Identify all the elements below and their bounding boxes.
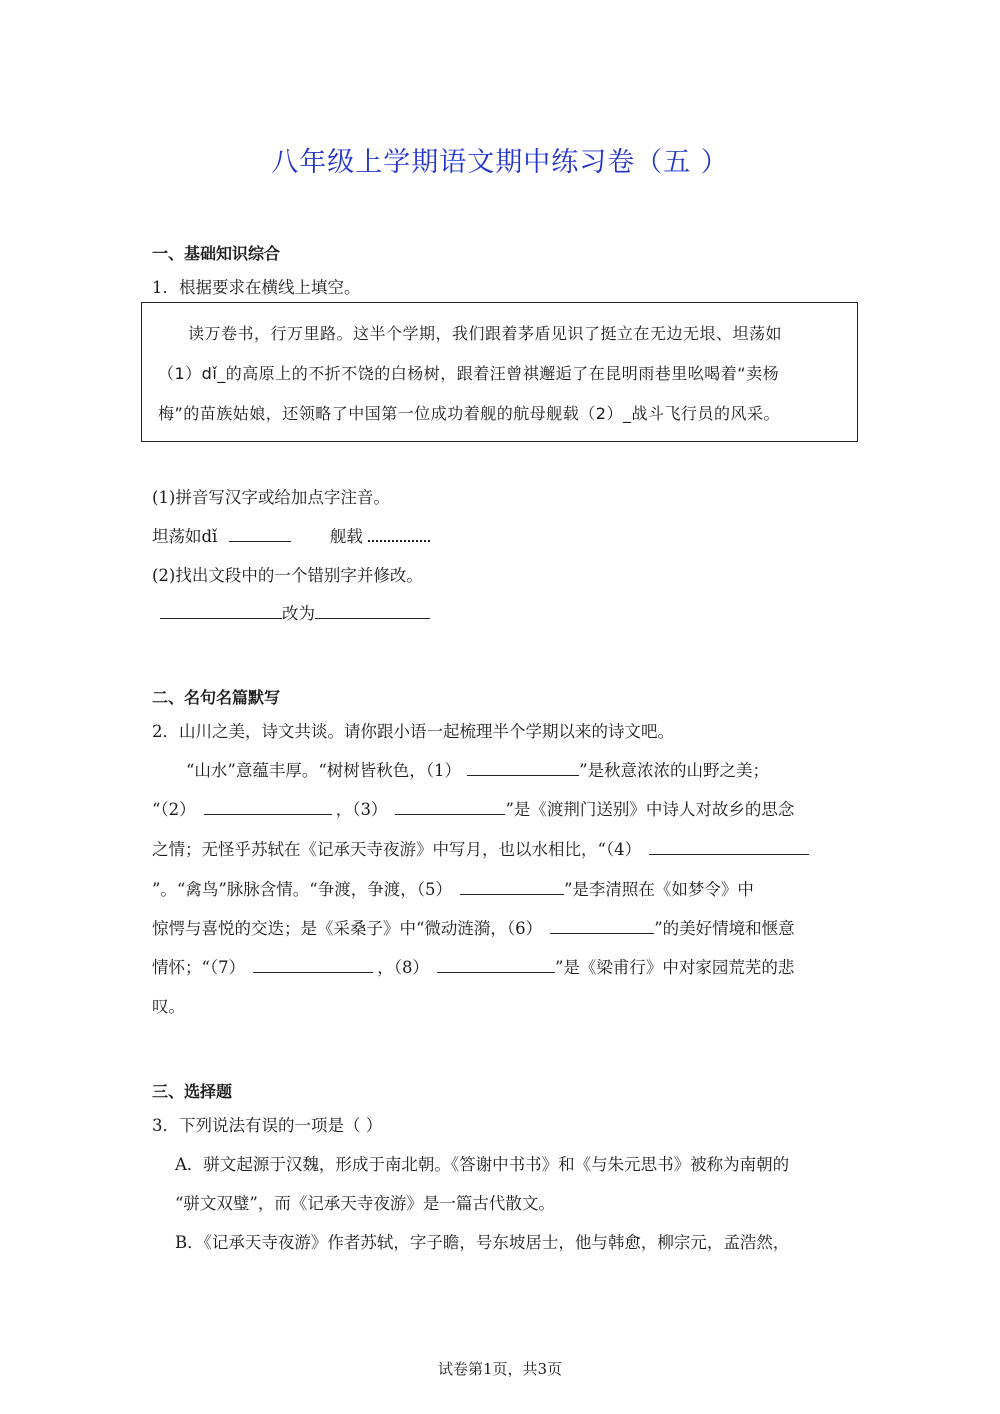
blank-2[interactable] [204, 796, 332, 815]
question-1-sub-2-answers [160, 600, 430, 624]
q2-text: ”是《梁甫行》中对家园荒芜的悲 [554, 958, 795, 978]
option-a-line-1[interactable]: A．骈文起源于汉魏，形成于南北朝。《答谢中书书》和《与朱元思书》被称为南朝的 [175, 1155, 790, 1174]
blank-7[interactable] [253, 954, 373, 973]
q2-text: “（2） [152, 800, 196, 820]
q2-line-4 [152, 876, 852, 900]
change-to-label: 改为 [282, 604, 315, 624]
passage-box [141, 302, 858, 442]
q2-text: ”是李清照在《如梦令》中 [564, 880, 754, 900]
q2-text: 情怀；“（7） [152, 958, 246, 978]
q2-text: ”。“禽鸟”脉脉含情。“争渡，争渡，（5） [152, 880, 452, 900]
blank-5[interactable] [460, 876, 564, 895]
blank-8[interactable] [437, 954, 555, 973]
q2-line-6 [152, 954, 852, 978]
section-heading-2: 二、名句名篇默写 [152, 688, 281, 707]
answer-blank-zai[interactable] [368, 522, 430, 542]
char-prompt-prefix: 舰 [329, 527, 347, 547]
wrong-char-blank[interactable] [160, 600, 282, 619]
question-3-stem: 3．下列说法有误的一项是（ ） [152, 1116, 383, 1135]
question-2-stem: 2．山川之美，诗文共谈。请你跟小语一起梳理半个学期以来的诗文吧。 [152, 722, 674, 741]
option-b-line-1[interactable]: B．《记承天寺夜游》作者苏轼，字子瞻，号东坡居士，他与韩愈，柳宗元，孟浩然， [175, 1233, 790, 1252]
q2-text: 之情；无怪乎苏轼在《记承天寺夜游》中写月，也以水相比，“（4） [152, 840, 642, 860]
q2-text: ，（8） [377, 958, 429, 978]
q2-text: ”是《渡荆门送别》中诗人对故乡的思念 [505, 800, 795, 820]
section-heading-1: 一、基础知识综合 [152, 244, 281, 263]
q2-text: 惊愕与喜悦的交迭；是《采桑子》中“微动涟漪，（6） [152, 919, 543, 939]
question-1-sub-2: (2)找出文段中的一个错别字并修改。 [152, 566, 423, 585]
answer-blank-di[interactable] [229, 523, 291, 542]
blank-3[interactable] [395, 796, 505, 815]
q2-text: ”是秋意浓浓的山野之美； [579, 761, 769, 781]
passage-line-1: 读万卷书，行万里路。这半个学期，我们跟着茅盾见识了挺立在无边无垠、坦荡如 [188, 324, 783, 343]
question-1-stem: 1．根据要求在横线上填空。 [152, 278, 361, 297]
blank-6[interactable] [550, 915, 654, 934]
correct-char-blank[interactable] [315, 600, 430, 619]
q2-text: ”的美好情境和惬意 [654, 919, 795, 939]
option-a-line-2: “骈文双璧”，而《记承天寺夜游》是一篇古代散文。 [175, 1194, 555, 1213]
passage-line-3: 梅”的苗族姑娘，还领略了中国第一位成功着舰的航母舰载（2）_战斗飞行员的风采。 [158, 404, 780, 423]
blank-4[interactable] [649, 836, 809, 855]
q2-line-7: 叹。 [152, 997, 185, 1016]
q2-line-2 [152, 796, 852, 820]
q2-text: “山水”意蕴丰厚。“树树皆秋色，（1） [186, 761, 462, 781]
q2-line-3 [152, 836, 852, 860]
section-heading-3: 三、选择题 [152, 1082, 233, 1101]
q2-line-1 [186, 757, 886, 781]
passage-line-2: （1）dǐ_的高原上的不折不饶的白杨树，跟着汪曾祺邂逅了在昆明雨巷里吆喝着“卖杨 [158, 364, 780, 383]
question-1-sub-1: (1)拼音写汉字或给加点字注音。 [152, 488, 390, 507]
q2-text: ，（3） [335, 800, 388, 820]
page-title: 八年级上学期语文期中练习卷（五 ） [271, 147, 729, 178]
q2-line-5 [152, 915, 852, 939]
page-footer: 试卷第1页，共3页 [437, 1360, 563, 1378]
pinyin-prompt: 坦荡如dǐ [152, 527, 218, 547]
question-1-sub-1-answers [152, 522, 430, 547]
blank-1[interactable] [467, 757, 579, 776]
dotted-char: 载 [346, 527, 363, 547]
